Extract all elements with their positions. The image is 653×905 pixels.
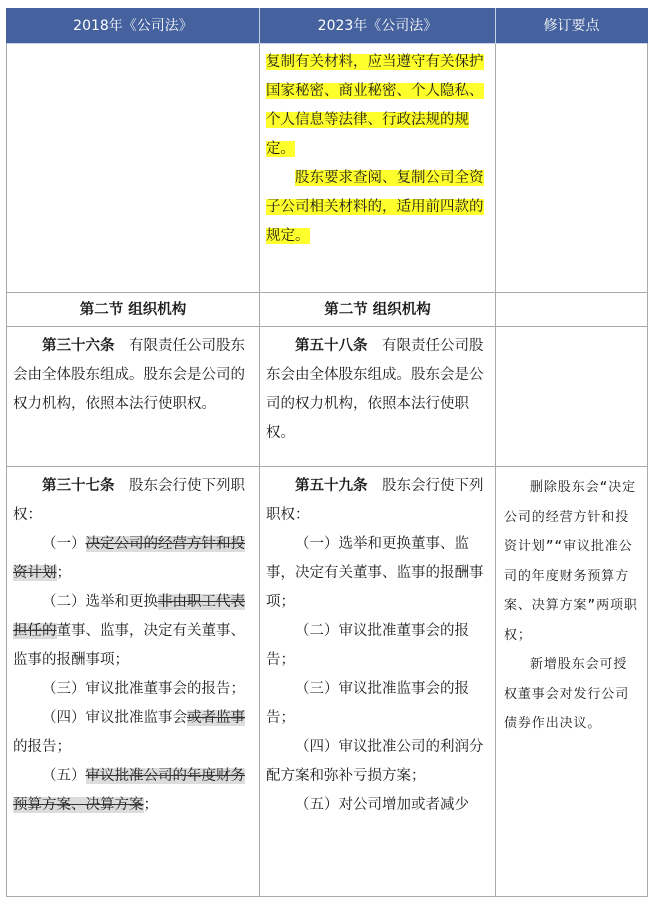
art58-text	[266, 331, 489, 448]
highlighted-text: 复制有关材料，应当遵守有关保护国家秘密、商业秘密、个人隐私、个人信息等法律、行政法规的规定。	[266, 54, 484, 157]
article-body: 有限责任公司股东会由全体股东组成。股东会是公司的权力机构，依照本法行使职权。	[13, 338, 245, 412]
row1-old-cell	[6, 44, 260, 293]
deleted-text: 审议批准公司的年度财务预算方案、决算方案	[13, 768, 245, 813]
article-number: 第五十八条	[295, 337, 368, 354]
row1-note-cell	[496, 44, 648, 293]
item-text: 的报告；	[13, 739, 71, 755]
header-revision-points: 修订要点	[496, 8, 648, 44]
article-number: 第五十九条	[295, 477, 368, 494]
item-text: （五）	[42, 768, 86, 784]
section-heading-old: 第二节 组织机构	[6, 293, 260, 327]
item-text: （一）	[42, 536, 86, 552]
art59-intro	[266, 471, 489, 530]
item-text: ；	[143, 797, 158, 813]
article-number: 第三十六条	[42, 337, 115, 354]
art59-item2: （二）审议批准董事会的报告；	[266, 623, 469, 668]
item-text: ；	[56, 565, 71, 581]
header-2018-law: 2018年《公司法》	[6, 8, 260, 44]
deleted-text: 或者监事	[187, 710, 245, 726]
art37-item1	[13, 530, 253, 588]
header-2023-law: 2023年《公司法》	[260, 8, 496, 44]
revision-note-new-power: 新增股东会可授权董事会对发行公司债券作出决议。	[504, 657, 630, 731]
art36-note-cell	[496, 327, 648, 467]
comparison-table	[6, 8, 648, 897]
art59-cell	[260, 467, 496, 897]
new-para-copy-materials	[266, 48, 489, 164]
item-text: （二）选举和更换	[42, 594, 158, 610]
art59-item4: （四）审议批准公司的利润分配方案和弥补亏损方案；	[266, 739, 484, 784]
article-body: 股东会行使下列职权：	[266, 478, 484, 523]
revision-note-cell	[496, 467, 648, 897]
art37-intro	[13, 471, 253, 530]
new-para-subsidiary	[266, 164, 489, 251]
item-text: 董事、监事，决定有关董事、监事的报酬事项；	[13, 623, 245, 668]
revision-note-deleted-powers: 删除股东会“决定公司的经营方针和投资计划”“审议批准公司的年度财务预算方案、决算方案”两项职权；	[504, 480, 638, 643]
art59-item1: （一）选举和更换董事、监事，决定有关董事、监事的报酬事项；	[266, 536, 484, 610]
art59-item5: （五）对公司增加或者减少	[295, 797, 469, 813]
art36-cell	[6, 327, 260, 467]
art37-cell	[6, 467, 260, 897]
art59-item3: （三）审议批准监事会的报告；	[266, 681, 469, 726]
section-heading-new: 第二节 组织机构	[260, 293, 496, 327]
deleted-text: 非由职工代表担任的	[13, 594, 245, 639]
art37-item3: （三）审议批准董事会的报告；	[42, 681, 245, 697]
deleted-text: 决定公司的经营方针和投资计划	[13, 536, 245, 581]
art37-item4	[13, 704, 253, 762]
article-body: 股东会行使下列职权：	[13, 478, 245, 523]
art36-text	[13, 331, 253, 419]
article-body: 有限责任公司股东会由全体股东组成。股东会是公司的权力机构，依照本法行使职权。	[266, 338, 484, 441]
article-number: 第三十七条	[42, 477, 115, 494]
art58-cell	[260, 327, 496, 467]
art37-item5	[13, 762, 253, 820]
art37-item2	[13, 588, 253, 675]
section-note-cell	[496, 293, 648, 327]
row1-new-cell	[260, 44, 496, 293]
item-text: （四）审议批准监事会	[42, 710, 187, 726]
highlighted-text: 股东要求查阅、复制公司全资子公司相关材料的，适用前四款的规定。	[266, 170, 484, 244]
